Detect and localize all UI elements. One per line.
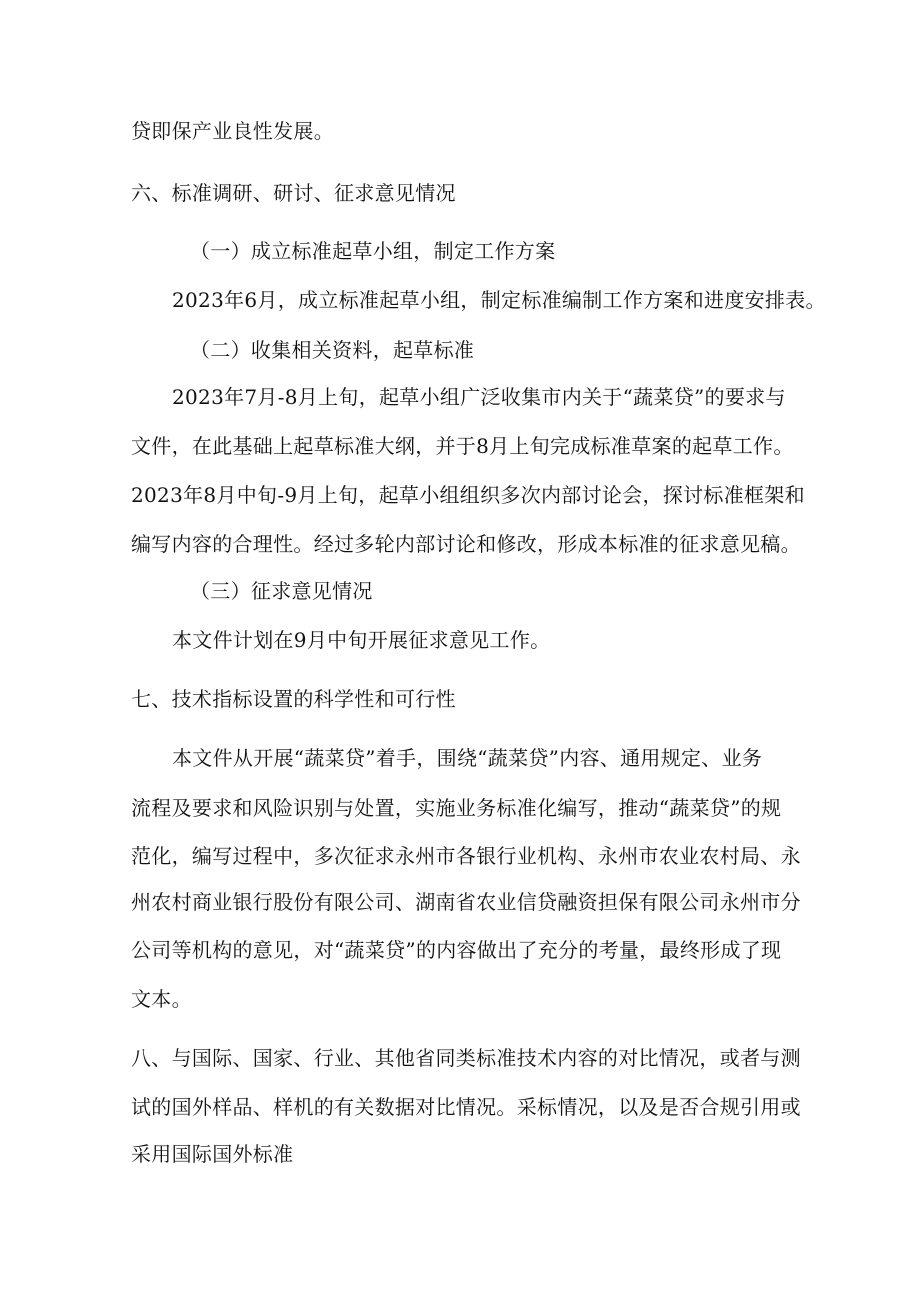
subsection-heading-3: （三）征求意见情况 (190, 579, 373, 603)
section-heading-7: 七、技术指标设置的科学性和可行性 (131, 687, 456, 711)
paragraph-line: 公司等机构的意见，对“蔬菜贷”的内容做出了充分的考量，最终形成了现 (131, 938, 782, 962)
section-heading-8: 八、与国际、国家、行业、其他省同类标准技术内容的对比情况，或者与测 (131, 1046, 801, 1070)
paragraph-line: 流程及要求和风险识别与处置，实施业务标准化编写，推动“蔬菜贷”的规 (131, 796, 782, 820)
subsection-heading-2: （二）收集相关资料，起草标准 (190, 338, 475, 362)
paragraph-line: 文本。 (131, 987, 192, 1011)
paragraph-line: 编写内容的合理性。经过多轮内部讨论和修改，形成本标准的征求意见稿。 (131, 532, 801, 556)
paragraph-line: 本文件计划在9月中旬开展征求意见工作。 (172, 628, 551, 652)
paragraph-line: 2023年6月，成立标准起草小组，制定标准编制工作方案和进度安排表。 (172, 288, 826, 312)
paragraph-line: 范化，编写过程中，多次征求永州市各银行业机构、永州市农业农村局、永 (131, 844, 801, 868)
section-heading-6: 六、标准调研、研讨、征求意见情况 (131, 181, 456, 205)
paragraph-line: 本文件从开展“蔬菜贷”着手，围绕“蔬菜贷”内容、通用规定、业务 (172, 746, 763, 770)
section-heading-8-cont: 试的国外样品、样机的有关数据对比情况。采标情况，以及是否合规引用或 (131, 1095, 801, 1119)
paragraph-line: 贷即保产业良性发展。 (131, 119, 334, 143)
subsection-heading-1: （一）成立标准起草小组，制定工作方案 (190, 239, 556, 263)
paragraph-line: 州农村商业银行股份有限公司、湖南省农业信贷融资担保有限公司永州市分 (131, 890, 801, 914)
paragraph-line: 2023年8月中旬-9月上旬，起草小组组织多次内部讨论会，探讨标准框架和 (131, 483, 805, 507)
paragraph-line: 2023年7月-8月上旬，起草小组广泛收集市内关于“蔬菜贷”的要求与 (172, 385, 786, 409)
paragraph-line: 文件，在此基础上起草标准大纲，并于8月上旬完成标准草案的起草工作。 (131, 434, 794, 458)
section-heading-8-cont: 采用国际国外标准 (131, 1142, 294, 1166)
